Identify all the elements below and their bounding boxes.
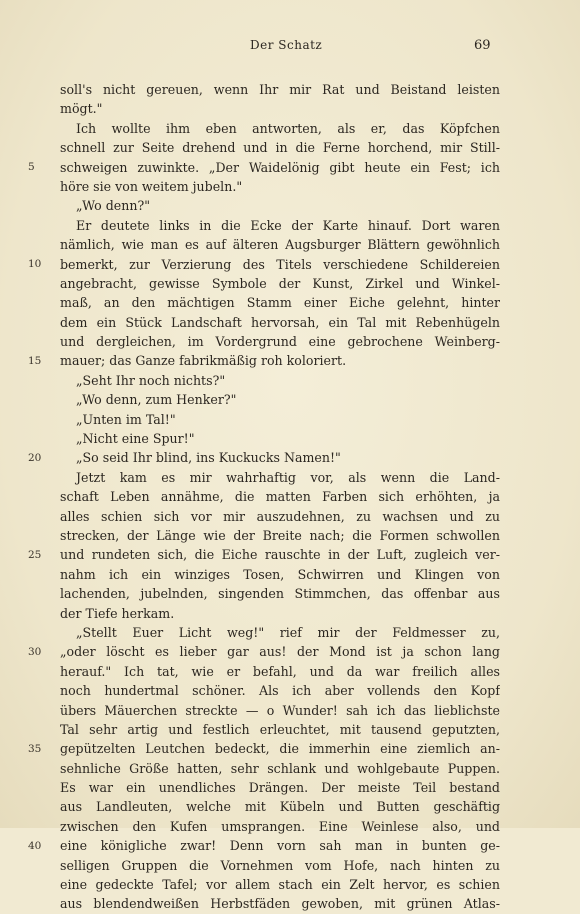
text-line: Jetzt kam es mir wahrhaftig vor, als wenn die Land- xyxy=(76,469,500,485)
text-line: soll's nicht gereuen, wenn Ihr mir Rat und Beistand leisten xyxy=(60,82,500,97)
line-number: 10 xyxy=(28,257,42,270)
text-line: aus Landleuten, welche mit Kübeln und Butten geschäftig xyxy=(60,799,500,815)
text-line: aus blendendweißen Herbstfäden gewoben, mit grünen Atlas- xyxy=(60,896,500,912)
text-line: der Tiefe herkam. xyxy=(60,605,175,621)
text-line: Ich wollte ihm eben antworten, als er, das Köpfchen xyxy=(76,120,500,136)
text-line: Er deutete links in die Ecke der Karte hinauf. Dort waren xyxy=(76,217,500,233)
text-line: Es war ein unendliches Drängen. Der meiste Teil bestand xyxy=(60,780,500,796)
text-line: „Unten im Tal!" xyxy=(76,411,176,427)
text-line: „Seht Ihr noch nichts?" xyxy=(76,372,226,388)
text-line: übers Mäuerchen streckte — o Wunder! sah ich das lieblichste xyxy=(60,702,500,718)
line-number: 15 xyxy=(28,354,42,367)
text-line: mauer; das Ganze fabrikmäßig roh koloriert. xyxy=(60,353,347,369)
text-line: Tal sehr artig und festlich erleuchtet, mit tausend geputzten, xyxy=(60,721,500,737)
text-line: schaft Leben annähme, die matten Farben sich erhöhten, ja xyxy=(60,489,500,505)
running-title: Der Schatz xyxy=(250,38,323,52)
text-line: „Wo denn?" xyxy=(76,198,151,214)
text-line: „So seid Ihr blind, ins Kuckucks Namen!" xyxy=(76,450,341,466)
text-line: nämlich, wie man es auf älteren Augsburger Blättern gewöhnlich xyxy=(60,237,500,253)
text-line: und rundeten sich, die Eiche rauschte in der Luft, zugleich ver- xyxy=(60,547,500,563)
text-line: „Stellt Euer Licht weg!" rief mir der Feldmesser zu, xyxy=(76,624,500,640)
line-number: 20 xyxy=(28,451,42,464)
line-number: 35 xyxy=(28,742,42,755)
text-line: „oder löscht es lieber gar aus! der Mond ist ja schon lang xyxy=(60,644,500,660)
text-line: eine königliche zwar! Denn vorn sah man in bunten ge- xyxy=(60,838,500,854)
text-line: alles schien sich vor mir auszudehnen, zu wachsen und zu xyxy=(60,508,500,524)
running-head xyxy=(0,38,580,62)
text-line: angebracht, gewisse Symbole der Kunst, Zirkel und Winkel- xyxy=(60,275,500,291)
text-line: nahm ich ein winziges Tosen, Schwirren und Klingen von xyxy=(60,566,500,582)
text-line: gepützelten Leutchen bedeckt, die immerhin eine ziemlich an- xyxy=(60,741,500,757)
text-line: sehnliche Größe hatten, sehr schlank und wohlgebaute Puppen. xyxy=(60,760,500,776)
text-line: schweigen zuwinkte. „Der Waidelönig gibt heute ein Fest; ich xyxy=(60,159,500,175)
text-line: selligen Gruppen die Vornehmen vom Hofe, nach hinten zu xyxy=(60,857,500,873)
line-number: 30 xyxy=(28,645,42,658)
text-line: strecken, der Länge wie der Breite nach; die Formen schwollen xyxy=(60,527,500,543)
text-line: bemerkt, zur Verzierung des Titels verschiedene Schildereien xyxy=(60,256,500,272)
text-line: noch hundertmal schöner. Als ich aber vollends den Kopf xyxy=(60,683,500,699)
text-line: eine gedeckte Tafel; vor allem stach ein Zelt hervor, es schien xyxy=(60,877,500,893)
text-line: „Wo denn, zum Henker?" xyxy=(76,392,237,408)
line-number: 25 xyxy=(28,548,42,561)
text-line: herauf." Ich tat, wie er befahl, und da war freilich alles xyxy=(60,663,500,679)
text-line: lachenden, jubelnden, singenden Stimmchen, das offenbar aus xyxy=(60,586,500,602)
text-line: zwischen den Kufen umsprangen. Eine Weinlese also, und xyxy=(60,818,500,834)
line-number: 5 xyxy=(28,160,35,173)
text-line: höre sie von weitem jubeln." xyxy=(60,178,243,194)
line-number: 40 xyxy=(28,839,42,852)
text-line: schnell zur Seite drehend und in die Ferne horchend, mir Still- xyxy=(60,140,500,156)
text-line: „Nicht eine Spur!" xyxy=(76,431,195,447)
page-number: 69 xyxy=(474,38,491,53)
text-line: und dergleichen, im Vordergrund eine gebrochene Weinberg- xyxy=(60,334,500,350)
text-line: mögt." xyxy=(60,101,103,117)
text-line: dem ein Stück Landschaft hervorsah, ein Tal mit Rebenhügeln xyxy=(60,314,500,330)
text-line: maß, an den mächtigen Stamm einer Eiche gelehnt, hinter xyxy=(60,295,500,311)
body-text xyxy=(60,80,500,914)
